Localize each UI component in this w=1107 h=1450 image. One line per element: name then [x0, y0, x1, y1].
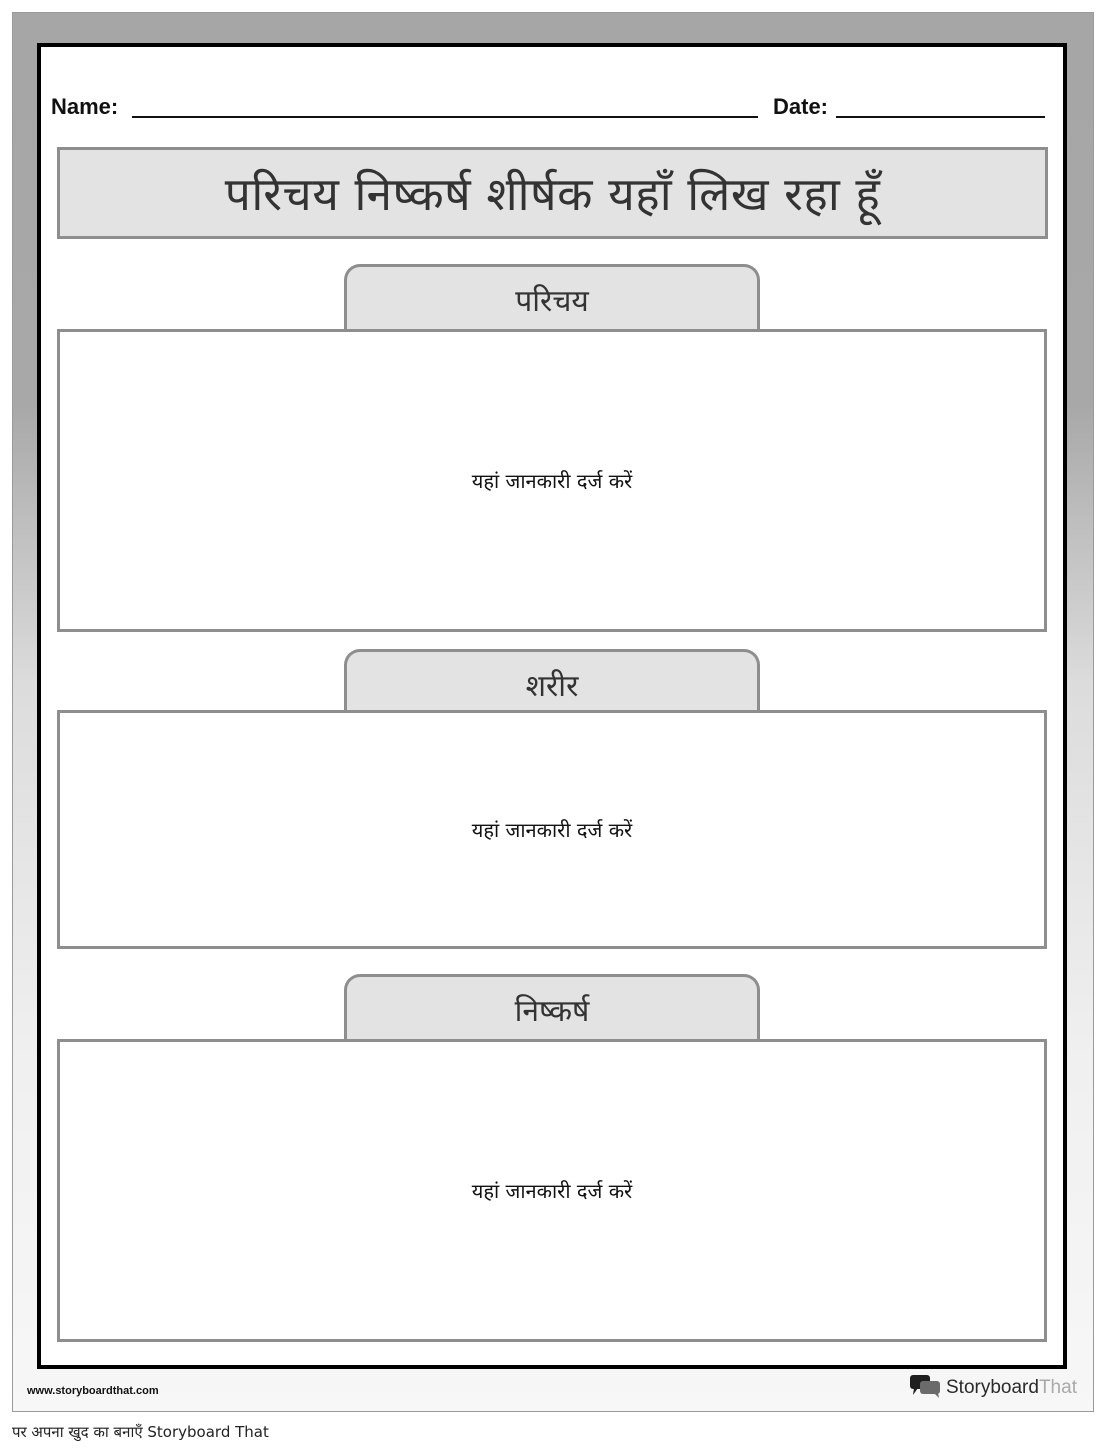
panel-body-placeholder: यहां जानकारी दर्ज करें	[471, 818, 633, 842]
name-label: Name:	[51, 94, 119, 119]
speech-bubbles-icon	[908, 1373, 942, 1403]
panel-conclusion[interactable]	[57, 1039, 1047, 1342]
logo-word-that: That	[1038, 1377, 1077, 1398]
tab-intro	[344, 264, 760, 332]
date-line[interactable]	[836, 116, 1045, 118]
panel-intro[interactable]	[57, 329, 1047, 632]
tab-intro-label: परिचय	[515, 284, 589, 319]
panel-conclusion-placeholder: यहां जानकारी दर्ज करें	[471, 1179, 633, 1203]
title-box[interactable]	[57, 147, 1048, 239]
tab-body-label: शरीर	[525, 669, 579, 704]
footer-link[interactable]: पर अपना खुद का बनाएँ Storyboard That	[12, 1423, 269, 1441]
tab-body	[344, 649, 760, 717]
worksheet-title: परिचय निष्कर्ष शीर्षक यहाँ लिख रहा हूँ	[224, 167, 881, 221]
panel-body[interactable]	[57, 710, 1047, 949]
name-line[interactable]	[132, 116, 758, 118]
tab-conclusion-label: निष्कर्ष	[514, 994, 590, 1029]
logo-word-storyboard: Storyboard	[946, 1377, 1039, 1398]
site-url: www.storyboardthat.com	[27, 1385, 159, 1397]
tab-conclusion	[344, 974, 760, 1042]
panel-intro-placeholder: यहां जानकारी दर्ज करें	[471, 469, 633, 493]
date-label: Date:	[773, 94, 829, 119]
storyboardthat-logo	[908, 1373, 1077, 1403]
